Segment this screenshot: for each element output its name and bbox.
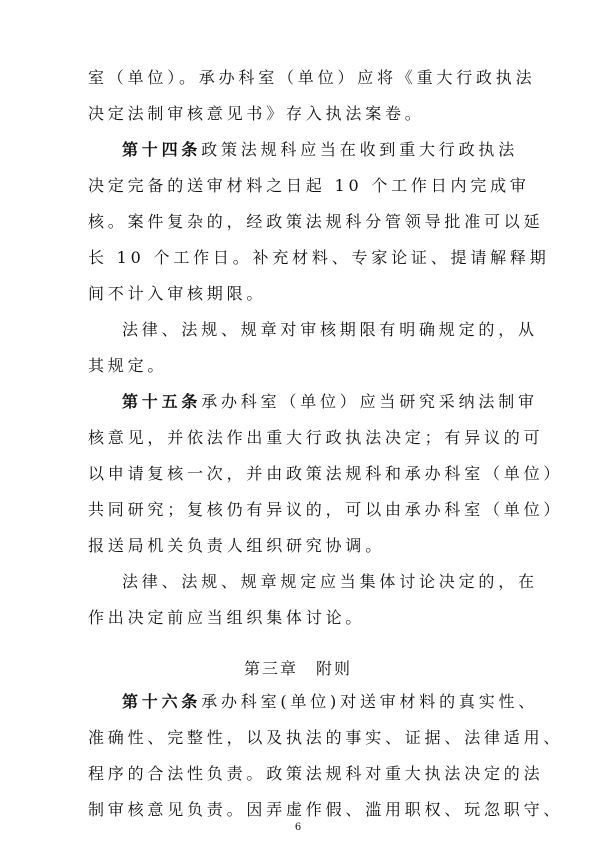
page-number: 6 — [294, 822, 302, 833]
text-line: 法律、法规、规章规定应当集体讨论决定的，在 — [122, 572, 538, 591]
text-line: 室（单位）。承办科室（单位）应将《重大行政执法 — [88, 68, 536, 87]
text-line: 作出决定前应当组织集体讨论。 — [88, 608, 366, 627]
text-line: 共同研究；复核仍有异议的，可以由承办科室（单位） — [88, 500, 564, 519]
text-line: 报送局机关负责人组织研究协调。 — [88, 536, 386, 555]
article-14-label: 第十四条 — [122, 140, 202, 159]
article-16-line — [122, 692, 538, 712]
text-line: 其规定。 — [88, 356, 168, 375]
text-line: 法律、法规、规章对审核期限有明确规定的，从 — [122, 320, 538, 339]
text-line: 决定完备的送审材料之日起 10 个工作日内完成审 — [88, 176, 530, 195]
text-span: 承办科室(单位)对送审材料的真实性、 — [201, 692, 539, 711]
text-line: 决定法制审核意见书》存入执法案卷。 — [88, 104, 425, 123]
text-span: 承办科室（单位）应当研究采纳法制审 — [201, 392, 538, 411]
text-line: 准确性、完整性，以及执法的事实、证据、法律适用、 — [88, 728, 564, 747]
text-line: 程序的合法性负责。政策法规科对重大执法决定的法 — [88, 764, 544, 783]
article-16-label: 第十六条 — [122, 692, 202, 711]
text-line: 长 10 个工作日。补充材料、专家论证、提请解释期 — [88, 248, 550, 267]
text-line: 核意见，并依法作出重大行政执法决定；有异议的可 — [88, 428, 544, 447]
article-15-label: 第十五条 — [122, 392, 202, 411]
chapter-heading: 第三章 附则 — [243, 659, 352, 678]
article-14-line — [122, 140, 518, 160]
article-15-line — [122, 392, 538, 412]
text-line: 制审核意见负责。因弄虚作假、滥用职权、玩忽职守、 — [88, 800, 564, 819]
text-line: 间不计入审核期限。 — [88, 284, 267, 303]
text-line: 核。案件复杂的，经政策法规科分管领导批准可以延 — [88, 212, 544, 231]
text-span: 政策法规科应当在收到重大行政执法 — [201, 140, 519, 159]
text-line: 以申请复核一次，并由政策法规科和承办科室（单位） — [88, 464, 564, 483]
